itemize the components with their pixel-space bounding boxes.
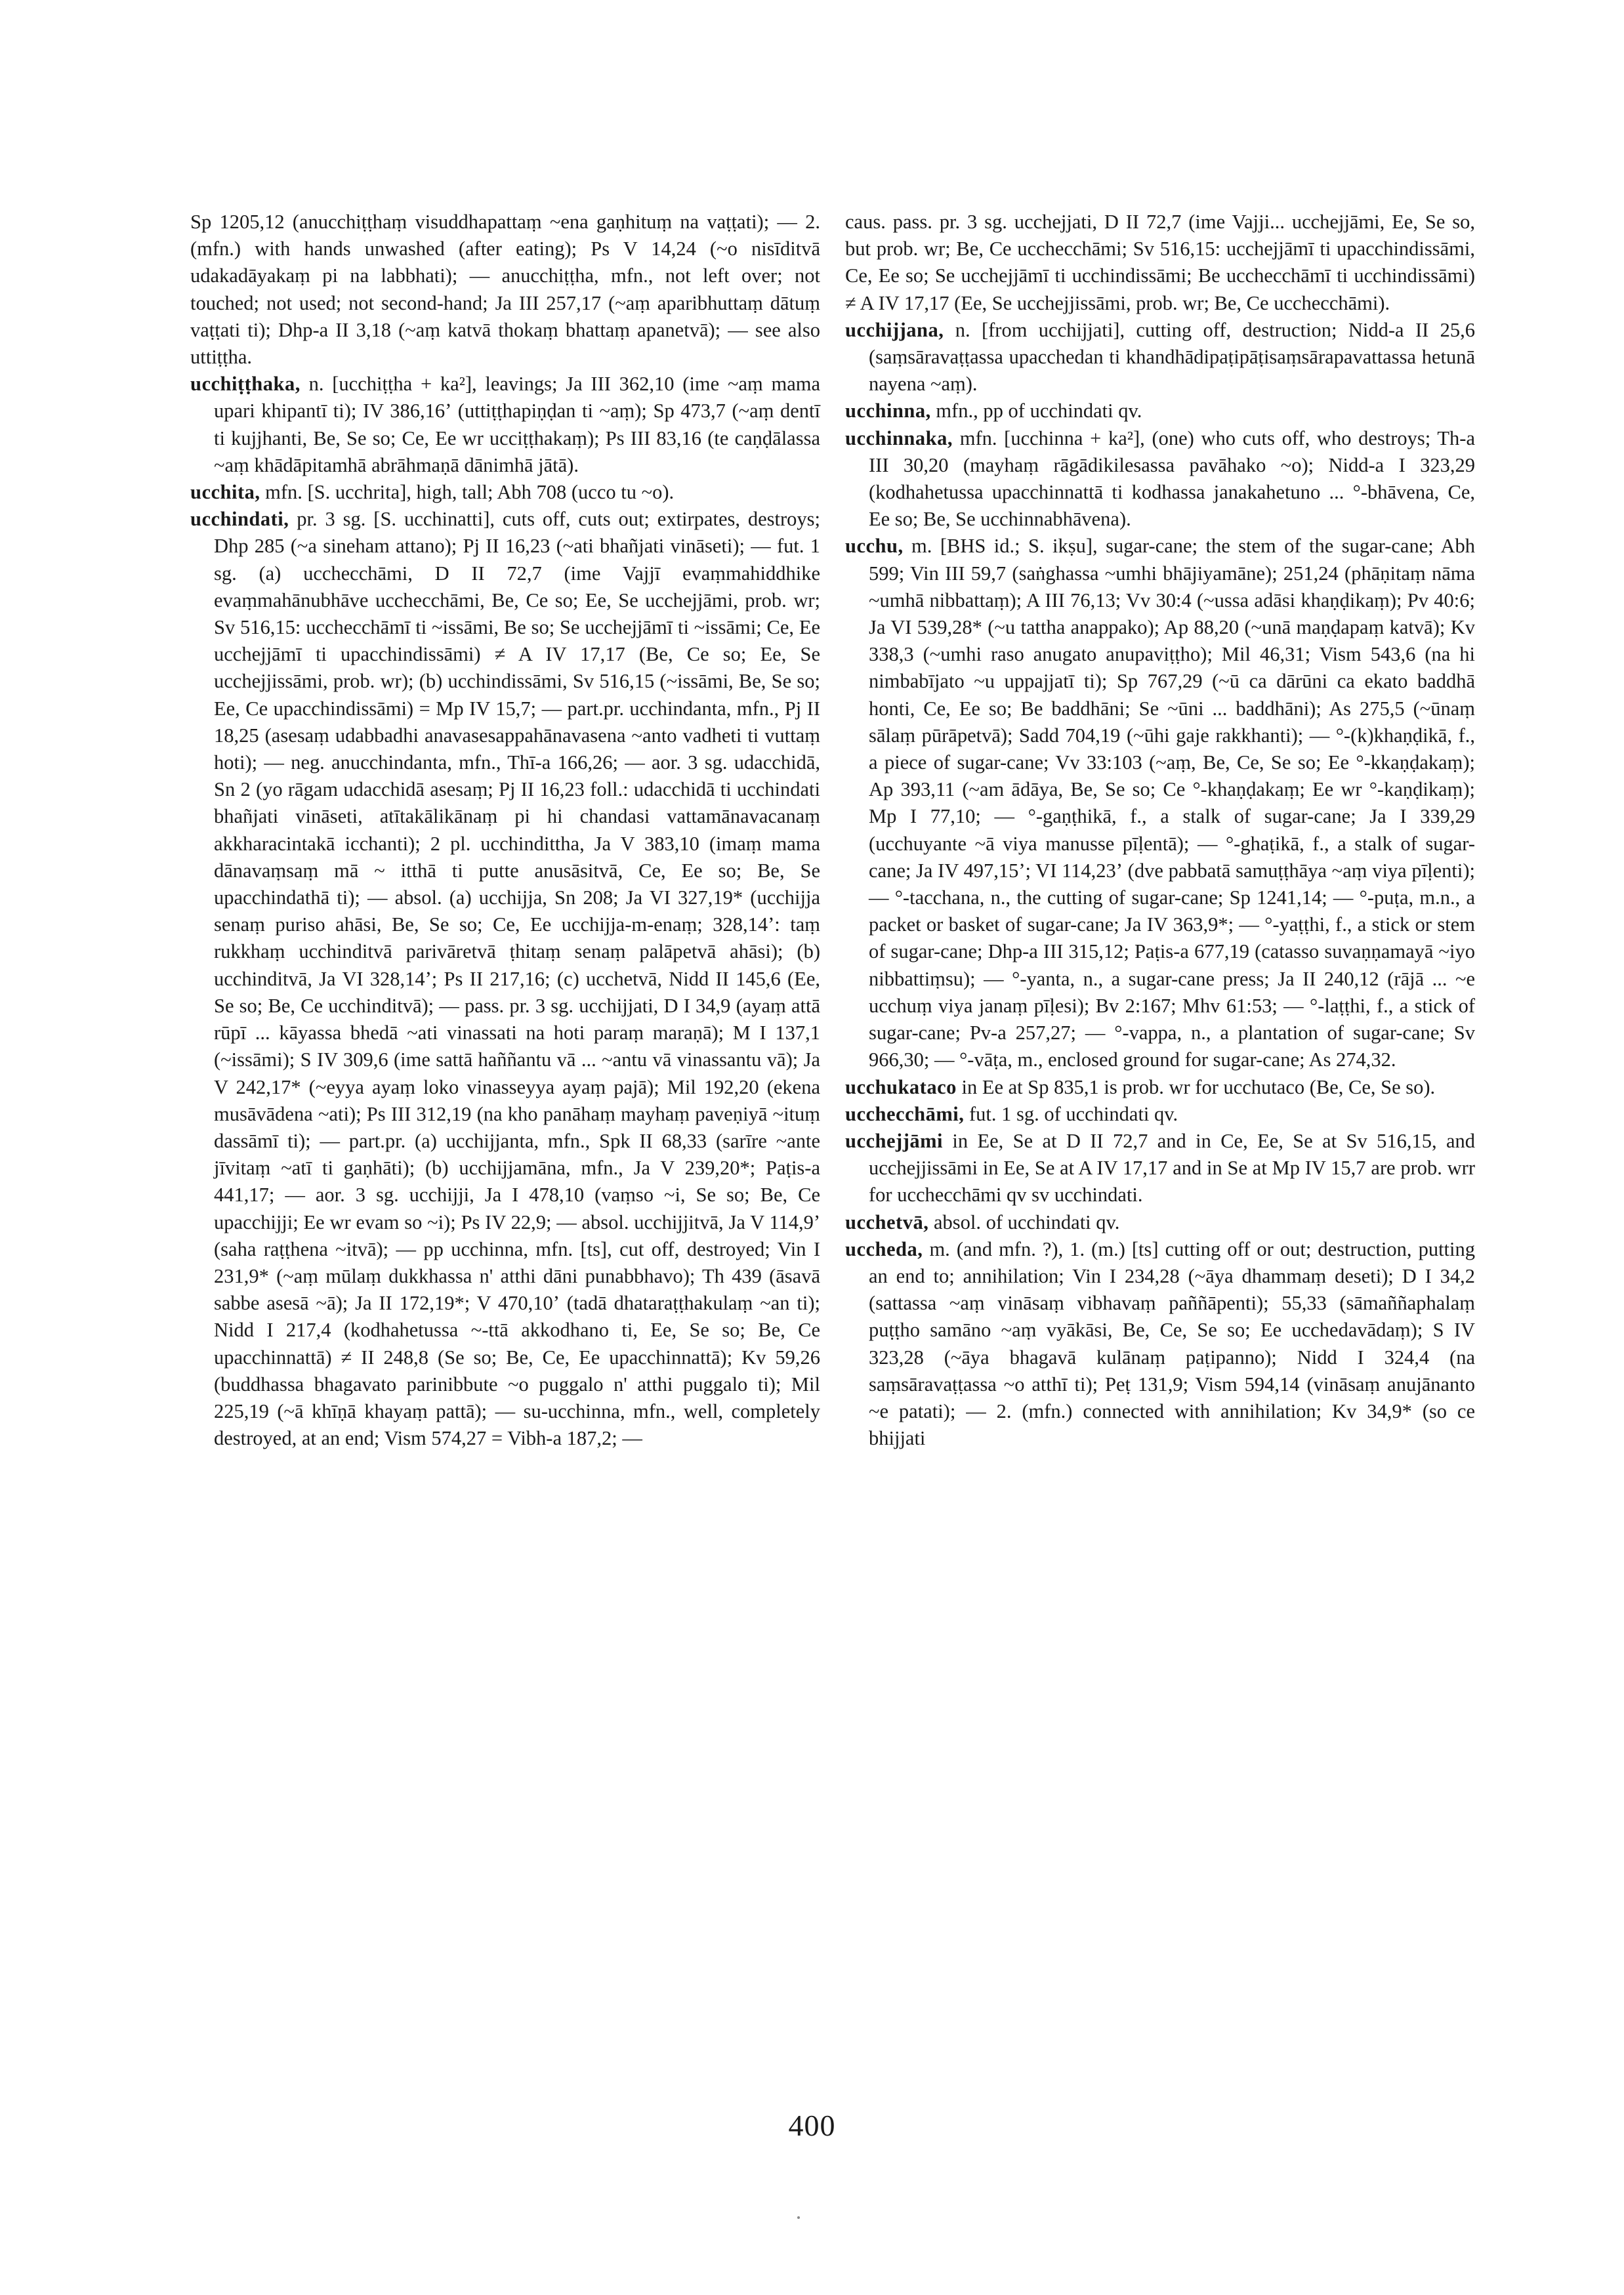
entry-ucchindati: [190, 506, 820, 1452]
entry-text: n. [ucchiṭṭha + ka²], leavings; Ja III 362,10 (ime ~aṃ mama upari khipantī ti); IV 386,16ʼ (uttiṭṭhapiṇḍan ti ~aṃ); Sp 473,7 (~aṃ dentī ti kujjhanti, Be, Se so; Ce, Ee wr ucciṭṭhakaṃ); Ps III 83,16 (te caṇḍālassa ~aṃ khādāpitamhā abrāhmaṇā dānimhā jātā).: [214, 373, 820, 476]
entry-text: in Ee at Sp 835,1 is prob. wr for ucchutaco (Be, Ce, Se so).: [961, 1075, 1436, 1098]
entry-ucchejjami: [845, 1128, 1475, 1209]
entry-ucchita: [190, 479, 820, 506]
entry-ucchu: [845, 533, 1475, 1073]
entry-text: mfn. [S. ucchrita], high, tall; Abh 708 (ucco tu ~o).: [265, 481, 675, 504]
right-column: [845, 209, 1475, 1452]
left-column: [190, 209, 820, 1452]
entry-text: mfn., pp of ucchindati qv.: [936, 400, 1142, 423]
entry-text: in Ee, Se at D II 72,7 and in Ce, Ee, Se at Sv 516,15, and ucchejjissāmi in Ee, Se at A IV 17,17 and in Se at Mp IV 15,7 are prob. wrr for ucchecchāmi qv sv ucchindati.: [869, 1129, 1475, 1207]
entry-headword: ucchijjana,: [845, 318, 944, 341]
entry-headword: ucchetvā,: [845, 1210, 929, 1233]
entry-text: fut. 1 sg. of ucchindati qv.: [968, 1102, 1178, 1125]
entry-text: caus. pass. pr. 3 sg. ucchejjati, D II 72,7 (ime Vajji... ucchejjāmi, Ee, Se so, but prob. wr; Be, Ce ucchecchāmi; Sv 516,15: ucchejjāmī ti upacchindissāmi, Ce, Ee so; Se ucchejjāmī ti ucchindissāmi; Be ucchecchāmī ti ucchindissāmi) ≠ A IV 17,17 (Ee, Se ucchejjissāmi, prob. wr; Be, Ce ucchecchāmi).: [845, 211, 1475, 314]
entry-headword: ucchiṭṭhaka,: [190, 373, 301, 396]
entry-headword: uccheda,: [845, 1237, 923, 1260]
scan-speck: [797, 2216, 800, 2219]
entry-headword: ucchinna,: [845, 400, 931, 423]
entry-text: n. [from ucchijjati], cutting off, destruction; Nidd-a II 25,6 (saṃsāravaṭṭassa upacchedan ti khandhādipaṭipāṭisaṃsārapavattassa hetunā nayena ~aṃ).: [869, 318, 1476, 396]
entry-headword: ucchu,: [845, 535, 904, 558]
entry-ucchecchami: [845, 1101, 1475, 1128]
entry-headword: ucchukataco: [845, 1075, 957, 1098]
entry-text: Sp 1205,12 (anucchiṭṭhaṃ visuddhapattaṃ ~ena gaṇhituṃ na vaṭṭati); — 2. (mfn.) with hands unwashed (after eating); Ps V 14,24 (~o nisīditvā udakadāyakaṃ pi na labbhati); — anucchiṭṭha, mfn., not left over; not touched; not used; not second-hand; Ja III 257,17 (~aṃ aparibhuttaṃ dātuṃ vaṭṭati ti); Dhp-a II 3,18 (~aṃ katvā thokaṃ bhattaṃ apanetvā); — see also uttiṭṭha.: [190, 211, 820, 369]
entry-text: absol. of ucchindati qv.: [933, 1210, 1120, 1233]
entry-headword: ucchinnaka,: [845, 426, 953, 449]
page-number: 400: [788, 2109, 836, 2142]
entry-headword: ucchita,: [190, 481, 260, 504]
entry-headword: ucchindati,: [190, 508, 289, 531]
entry-text: mfn. [ucchinna + ka²], (one) who cuts off, who destroys; Th-a III 30,20 (mayhaṃ rāgādikilesassa pavāhako ~o); Nidd-a I 323,29 (kodhahetussa upacchinnattā ti kodhassa janakahetuno ... °-bhāvena, Ce, Ee so; Be, Se ucchinnabhāvena).: [869, 426, 1476, 531]
entry-ucchinna: [845, 398, 1475, 424]
entry-ucchetva: [845, 1209, 1475, 1236]
entry-ucchukataco: [845, 1074, 1475, 1101]
entry-headword: ucchecchāmi,: [845, 1102, 965, 1125]
entry-text: m. (and mfn. ?), 1. (m.) [ts] cutting off or out; destruction, putting an end to; annihilation; Vin I 234,28 (~āya dhammaṃ deseti); D I 34,2 (sattassa ~aṃ vināsaṃ vibhavaṃ paññāpenti); 55,33 (sāmaññaphalaṃ puṭṭho samāno ~aṃ vyākāsi, Be, Ce, Se so; Ee ucchedavādaṃ); S IV 323,28 (~āya bhagavā kulānaṃ paṭipanno); Nidd I 324,4 (na saṃsāravaṭṭassa ~o atthī ti); Peṭ 131,9; Vism 594,14 (vināsaṃ anujānanto ~e patati); — 2. (mfn.) connected with annihilation; Kv 34,9* (so ce bhijjati: [869, 1237, 1476, 1450]
entry-headword: ucchejjāmi: [845, 1129, 943, 1152]
entry-uccheda: [845, 1236, 1475, 1453]
entry-ucchindati-continued: [845, 209, 1475, 317]
entry-text: pr. 3 sg. [S. ucchinatti], cuts off, cuts out; extirpates, destroys; Dhp 285 (~a sineham attano); Pj II 16,23 (~ati bhañjati vināseti); — fut. 1 sg. (a) ucchecchāmi, D II 72,7 (ime Vajjī evaṃmahiddhike evaṃmahānubhāve ucchecchāmi, Be, Ce so; Ee, Se ucchejjāmi, prob. wr; Sv 516,15: ucchecchāmī ti ~issāmi, Be so; Se ucchejjāmī ti ~issāmi; Ce, Ee ucchejjāmī ti upacchindissāmi) ≠ A IV 17,17 (Be, Ce so; Ee, Se ucchejjissāmi, prob. wr); (b) ucchindissāmi, Sv 516,15 (~issāmi, Be, Se so; Ee, Ce upacchindissāmi) = Mp IV 15,7; — part.pr. ucchindanta, mfn., Pj II 18,25 (asesaṃ udabbadhi anavasesappahānavasena ~anto vadheti ti vuttaṃ hoti); — neg. anucchindanta, mfn., Thī-a 166,26; — aor. 3 sg. udacchidā, Sn 2 (yo rāgam udacchidā asesaṃ; Pj II 16,23 foll.: udacchidā ti ucchindati bhañjati vināseti, atītakālikānaṃ pi hi chandasi vattamānavacanaṃ akkharacintakā icchanti); 2 pl. ucchindittha, Ja V 383,10 (imaṃ mama dānavaṃsaṃ mā ~ itthā ti putte anusāsitvā, Ce, Ee so; Be, Se upacchindathā ti); — absol. (a) ucchijja, Sn 208; Ja VI 327,19* (ucchijja senaṃ puriso ahāsi, Be, Se so; Ce, Ee ucchijja-m-enaṃ; 328,14ʼ: taṃ rukkhaṃ ucchinditvā parivāretvā ṭhitaṃ senaṃ palāpetvā ahāsi); (b) ucchinditvā, Ja VI 328,14ʼ; Ps II 217,16; (c) ucchetvā, Nidd II 145,6 (Ee, Se so; Be, Ce ucchinditvā); — pass. pr. 3 sg. ucchijjati, D I 34,9 (ayaṃ attā rūpī ... kāyassa bhedā ~ati vinassati na hoti paraṃ maraṇā); M I 137,1 (~issāmi); S IV 309,6 (ime sattā haññantu vā ... ~antu vā vinassantu vā); Ja V 242,17* (~eyya ayaṃ loko vinasseyya ayaṃ pajā); Mil 192,20 (ekena musāvādena ~ati); Ps III 312,19 (na kho panāhaṃ mayhaṃ paveṇiyā ~ituṃ dassāmī ti); — part.pr. (a) ucchijjanta, mfn., Spk II 68,33 (sarīre ~ante jīvitaṃ ~atī ti gaṇhāti); (b) ucchijjamāna, mfn., Ja V 239,20*; Paṭis-a 441,17; — aor. 3 sg. ucchijji, Ja I 478,10 (vaṃso ~i, Se so; Be, Ce upacchijji; Ee wr evam so ~i); Ps IV 22,9; — absol. ucchijjitvā, Ja V 114,9ʼ (saha raṭṭhena ~itvā); — pp ucchinna, mfn. [ts], cut off, destroyed; Vin I 231,9* (~aṃ mūlaṃ dukkhassa n' atthi dāni punabbhavo); Th 439 (āsavā sabbe asesā ~ā); Ja II 172,19*; V 470,10ʼ (tadā dhataraṭṭhakulaṃ ~an ti); Nidd I 217,4 (kodhahetussa ~-ttā akkodhano ti, Ee, Se so; Be, Ce upacchinnattā) ≠ II 248,8 (Se so; Be, Ce, Ee upacchinnattā); Kv 59,26 (buddhassa bhagavato parinibbute ~o puggalo n' atthi puggalo ti); Mil 225,19 (~ā khīṇā khayaṃ pattā); — su-ucchinna, mfn., well, completely destroyed, at an end; Vism 574,27 = Vibh-a 187,2; —: [214, 508, 820, 1450]
entry-uccuttha-continued: [190, 209, 820, 371]
entry-ucchitthaka: [190, 371, 820, 479]
entry-ucchijjana: [845, 317, 1475, 398]
entry-text: m. [BHS id.; S. ikṣu], sugar-cane; the stem of the sugar-cane; Abh 599; Vin III 59,7 (saṅghassa ~umhi bhājiyamāne); 251,24 (phāṇitaṃ nāma ~umhā nibbattaṃ); A III 76,13; Vv 30:4 (~ussa adāsi khaṇḍikaṃ); Pv 40:6; Ja VI 539,28* (~u tattha anappako); Ap 88,20 (~unā maṇḍapaṃ katvā); Kv 338,3 (~umhi raso anugato anupaviṭṭho); Mil 46,31; Vism 543,6 (na hi nimbabījato ~u uppajjatī ti); Sp 767,29 (~ū ca dārūni ca ekato baddhā honti, Ce, Ee so; Be baddhāni; Se ~ūni ... baddhāni); As 275,5 (~ūnaṃ sālaṃ pūrāpetvā); Sadd 704,19 (~ūhi gaje rakkhanti); — °-(k)khaṇḍikā, f., a piece of sugar-cane; Vv 33:103 (~aṃ, Be, Ce, Se so; Ee °-kkaṇḍakaṃ); Ap 393,11 (~am ādāya, Be, Se so; Ce °-khaṇḍakaṃ; Ee wr °-kaṇḍikaṃ); Mp I 77,10; — °-gaṇṭhikā, f., a stalk of sugar-cane; Ja I 339,29 (ucchuyante ~ā viya manusse pīḷentā); — °-ghaṭikā, f., a stalk of sugar-cane; Ja IV 497,15ʼ; VI 114,23ʼ (dve pabbatā samuṭṭhāya ~aṃ viya pīḷenti); — °-tacchana, n., the cutting of sugar-cane; Sp 1241,14; — °-puṭa, m.n., a packet or basket of sugar-cane; Ja IV 363,9*; — °-yaṭṭhi, f., a stick or stem of sugar-cane; Dhp-a III 315,12; Paṭis-a 677,19 (catasso suvaṇṇamayā ~iyo nibbattiṃsu); — °-yanta, n., a sugar-cane press; Ja II 240,12 (rājā ... ~e ucchuṃ viya janaṃ pīḷesi); Bv 2:167; Mhv 61:53; — °-laṭṭhi, f., a stick of sugar-cane; Pv-a 257,27; — °-vappa, n., a plantation of sugar-cane; Sv 966,30; — °-vāṭa, m., enclosed ground for sugar-cane; As 274,32.: [869, 535, 1475, 1071]
entry-ucchinnaka: [845, 425, 1475, 533]
